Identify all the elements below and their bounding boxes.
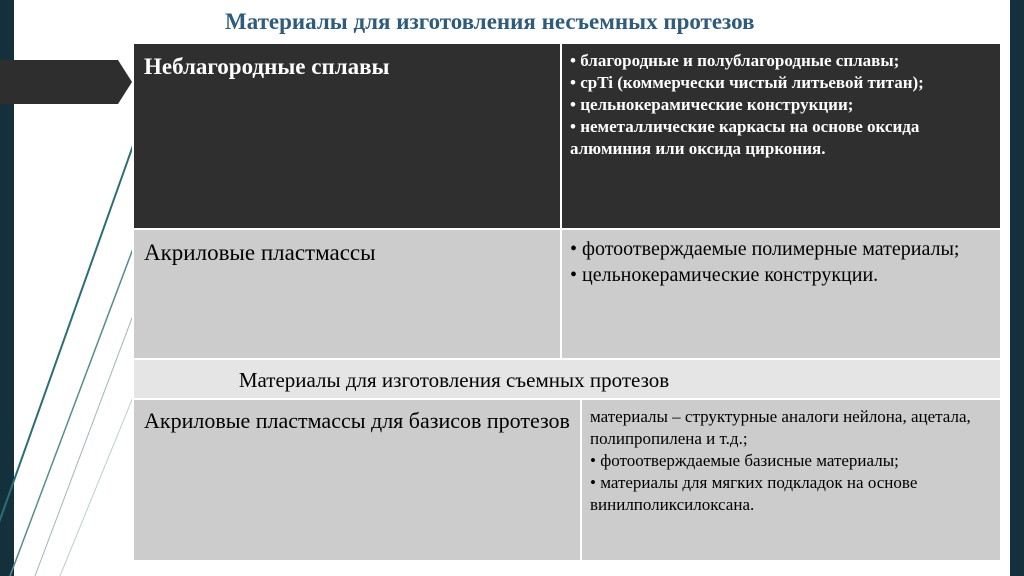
- list-item: • неметаллические каркасы на основе оксида алюминия или оксида циркония.: [570, 117, 920, 158]
- row1-label: Неблагородные сплавы: [144, 54, 390, 79]
- right-edge-bar: [1010, 0, 1024, 576]
- list-item: материалы – структурные аналоги нейлона, ацетала, полипропилена и т.д.;: [590, 407, 971, 448]
- row3-items-cell: [580, 398, 1002, 562]
- row3-items-list: [582, 400, 1000, 522]
- row1-items-list: [562, 44, 1000, 166]
- list-item: • срTi (коммерчески чистый литьевой титан);: [570, 73, 924, 92]
- row2-label-cell: [132, 228, 562, 360]
- row3-label: Акриловые пластмассы для базисов протезов: [144, 408, 570, 433]
- row3-label-cell: [132, 398, 582, 562]
- row2-items-list: [562, 230, 1000, 294]
- list-item: • цельнокерамические конструкции.: [570, 264, 879, 286]
- section-title-cell: [132, 358, 1002, 400]
- decorative-lines: [0, 0, 140, 576]
- list-item: • цельнокерамические конструкции;: [570, 95, 854, 114]
- list-item: • благородные и полублагородные сплавы;: [570, 51, 900, 70]
- list-item: • материалы для мягких подкладок на основе винилполиксилоксана.: [590, 473, 918, 514]
- slide-title: Материалы для изготовления несъемных протезов: [225, 9, 755, 34]
- section-title: Материалы для изготовления съемных протезов: [238, 368, 670, 392]
- list-item: • фотоотверждаемые базисные материалы;: [590, 451, 899, 470]
- row2-label: Акриловые пластмассы: [144, 240, 376, 265]
- row1-label-cell: [132, 42, 562, 230]
- list-item: • фотоотверждаемые полимерные материалы;: [570, 238, 960, 260]
- row1-items-cell: [560, 42, 1002, 230]
- row2-items-cell: [560, 228, 1002, 360]
